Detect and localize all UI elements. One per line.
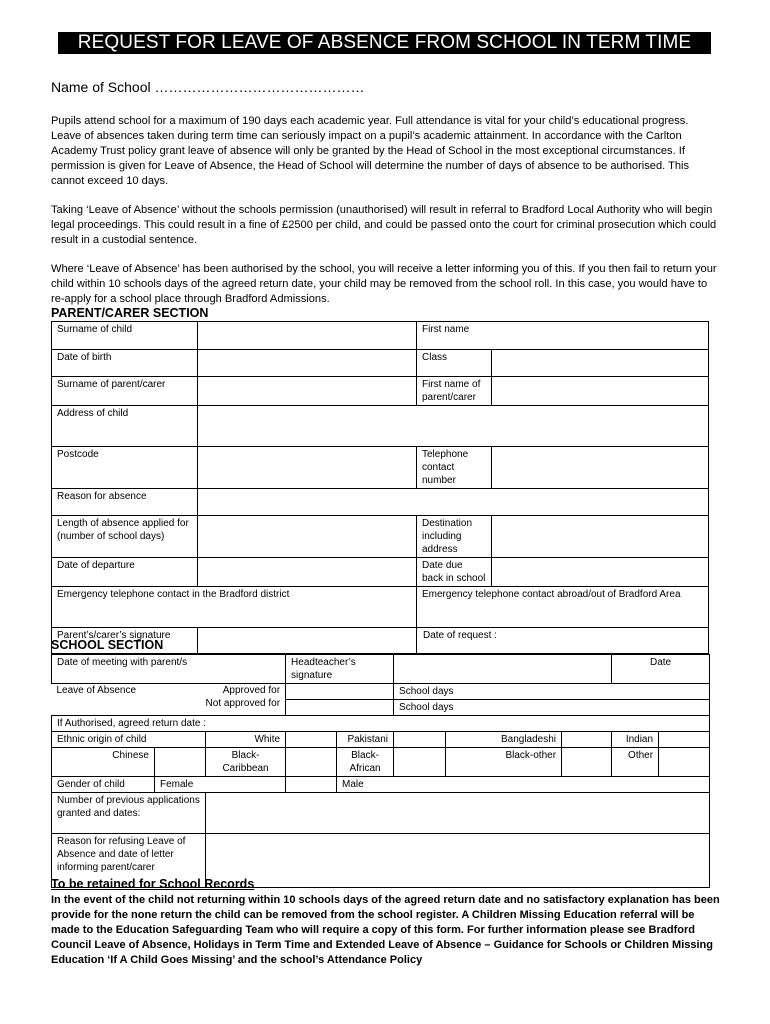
- first-name-parent-input[interactable]: [492, 377, 709, 406]
- male-label: Male: [337, 777, 710, 793]
- emergency-abroad-field[interactable]: Emergency telephone contact abroad/out of Bradford Area: [417, 587, 709, 628]
- departure-label: Date of departure: [52, 558, 198, 587]
- pakistani-label: Pakistani: [337, 732, 394, 748]
- ethnic-origin-label: Ethnic origin of child: [52, 732, 206, 748]
- address-label: Address of child: [52, 406, 198, 447]
- departure-input[interactable]: [198, 558, 417, 587]
- surname-parent-input[interactable]: [198, 377, 417, 406]
- dob-label: Date of birth: [52, 350, 198, 377]
- black-african-label: Black-African: [337, 748, 394, 777]
- first-name-parent-label: First name of parent/carer: [417, 377, 492, 406]
- name-of-school-field[interactable]: Name of School ………………………………………: [51, 79, 365, 95]
- class-input[interactable]: [492, 350, 709, 377]
- approved-days-input[interactable]: [286, 684, 394, 700]
- meeting-date-label: Date of meeting with parent/s: [52, 655, 286, 684]
- previous-applications-input[interactable]: [206, 793, 710, 834]
- previous-applications-label: Number of previous applications granted and dates:: [52, 793, 206, 834]
- surname-parent-label: Surname of parent/carer: [52, 377, 198, 406]
- destination-label: Destination including address: [417, 516, 492, 558]
- due-back-input[interactable]: [492, 558, 709, 587]
- reason-input[interactable]: [198, 489, 709, 516]
- length-input[interactable]: [198, 516, 417, 558]
- white-checkbox[interactable]: [286, 732, 337, 748]
- school-days-label-approved: School days: [394, 684, 710, 700]
- other-label: Other: [612, 748, 659, 777]
- white-label: White: [206, 732, 286, 748]
- parent-carer-table: [51, 321, 709, 654]
- first-name-label: First name: [417, 322, 709, 350]
- agreed-return-date-field[interactable]: If Authorised, agreed return date :: [52, 716, 710, 732]
- headteacher-signature-input[interactable]: [394, 655, 612, 684]
- school-records-heading: To be retained for School Records: [51, 877, 255, 891]
- leave-of-absence-label: Leave of Absence: [56, 685, 137, 696]
- refusing-reason-label: Reason for refusing Leave of Absence and date of letter informing parent/carer: [52, 834, 206, 888]
- class-label: Class: [417, 350, 492, 377]
- pakistani-checkbox[interactable]: [394, 732, 446, 748]
- refusing-reason-input[interactable]: [206, 834, 710, 888]
- leave-of-absence-block: [52, 684, 286, 716]
- surname-child-label: Surname of child: [52, 322, 198, 350]
- reason-label: Reason for absence: [52, 489, 198, 516]
- school-days-label-not-approved: School days: [394, 700, 710, 716]
- black-african-checkbox[interactable]: [394, 748, 446, 777]
- form-title: REQUEST FOR LEAVE OF ABSENCE FROM SCHOOL IN TERM TIME: [58, 32, 711, 54]
- telephone-label: Telephone contact number: [417, 447, 492, 489]
- headteacher-signature-label: Headteacher’s signature: [286, 655, 394, 684]
- parent-section-title: PARENT/CARER SECTION: [51, 306, 209, 320]
- female-checkbox[interactable]: [286, 777, 337, 793]
- bangladeshi-label: Bangladeshi: [446, 732, 562, 748]
- length-label: Length of absence applied for (number of school days): [52, 516, 198, 558]
- not-approved-for-label: Not approved for: [205, 698, 281, 709]
- surname-child-input[interactable]: [198, 322, 417, 350]
- school-section-table: [51, 654, 710, 888]
- gender-label: Gender of child: [52, 777, 155, 793]
- other-checkbox[interactable]: [659, 748, 710, 777]
- approved-for-label: Approved for: [222, 685, 281, 696]
- black-other-label: Black-other: [446, 748, 562, 777]
- female-label: Female: [155, 777, 286, 793]
- chinese-label: Chinese: [52, 748, 155, 777]
- due-back-label: Date due back in school: [417, 558, 492, 587]
- indian-checkbox[interactable]: [659, 732, 710, 748]
- date-of-request-field[interactable]: Date of request :: [417, 628, 709, 654]
- address-input[interactable]: [198, 406, 709, 447]
- black-other-checkbox[interactable]: [562, 748, 612, 777]
- telephone-input[interactable]: [492, 447, 709, 489]
- authorised-paragraph: Where ‘Leave of Absence’ has been authorised by the school, you will receive a letter informing you of this. If you then fail to return your child within 10 schools days of the agreed return date, your child may be removed from the school roll. In this case, you would have to re-apply for a school place through Bradford Admissions.: [51, 263, 717, 305]
- chinese-checkbox[interactable]: [155, 748, 206, 777]
- emergency-bradford-field[interactable]: Emergency telephone contact in the Bradford district: [52, 587, 417, 628]
- signature-input[interactable]: [198, 628, 417, 654]
- postcode-label: Postcode: [52, 447, 198, 489]
- unauthorised-paragraph: Taking ‘Leave of Absence’ without the schools permission (unauthorised) will result in referral to Bradford Local Authority who will begin legal proceedings. This could result in a fine of £2500 per child, and could be passed onto the court for criminal prosecution which could result in a custodial sentence.: [51, 204, 717, 246]
- date-field[interactable]: Date: [612, 655, 710, 684]
- black-caribbean-checkbox[interactable]: [286, 748, 337, 777]
- bangladeshi-checkbox[interactable]: [562, 732, 612, 748]
- postcode-input[interactable]: [198, 447, 417, 489]
- signature-label: Parent’s/carer’s signature: [52, 628, 198, 654]
- dob-input[interactable]: [198, 350, 417, 377]
- attendance-paragraph: Pupils attend school for a maximum of 190 days each academic year. Full attendance is vital for your child’s educational progress. Leave of absences taken during term time can seriously impact on a pupil’s academic attainment. In accordance with the Carlton Academy Trust policy grant leave of absence will only be granted by the Head of School in the most exceptional circumstances. If permission is given for Leave of Absence, the Head of School will determine the number of days of absence to be authorised. This cannot exceed 10 days.: [51, 115, 690, 187]
- destination-input[interactable]: [492, 516, 709, 558]
- not-approved-days-input[interactable]: [286, 700, 394, 716]
- black-caribbean-label: Black-Caribbean: [206, 748, 286, 777]
- indian-label: Indian: [612, 732, 659, 748]
- school-records-text: In the event of the child not returning within 10 schools days of the agreed return date and no satisfactory explanation has been provide for the none return the child can be removed from the school register. A Children Missing Education referral will be made to the Education Safeguarding Team who will require a copy of this form. For further information please see Bradford Council Leave of Absence, Holidays in Term Time and Extended Leave of Absence – Guidance for Schools or Children Missing Education ‘If A Child Goes Missing’ and the school’s Attendance Policy: [51, 894, 720, 966]
- school-section-title: SCHOOL SECTION: [51, 638, 164, 652]
